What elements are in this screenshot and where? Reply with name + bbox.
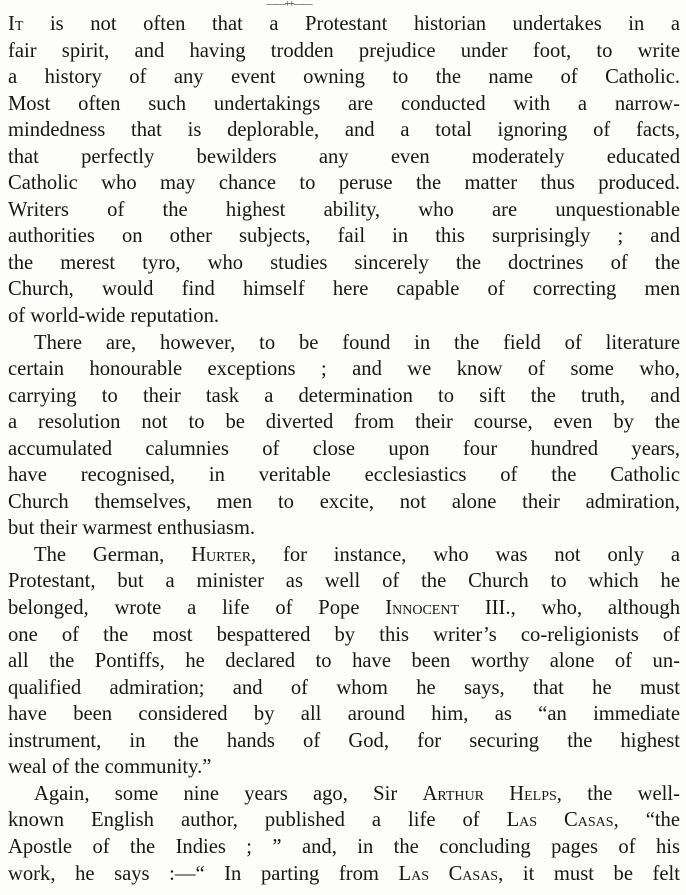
text-line: Protestant, but a minister as well of the Church to which he [8,570,680,593]
text-line: Church themselves, men to excite, not alone their admiration, [8,490,680,513]
text-line: qualified admiration; and of whom he says, that he must [8,676,680,699]
body-text [8,11,680,887]
text-line: authorities on other subjects, fail in this surprisingly ; and [8,225,680,248]
name-innocent: Innocent III. [385,597,511,620]
text-line: It is not often that a Protestant historian undertakes in a [8,13,680,35]
text-line: Catholic who may chance to peruse the matter thus produced. [8,172,680,195]
text-line: carrying to their task a determination to sift the truth, and [8,384,680,407]
text-line: that perfectly bewilders any even moderately educated [8,145,680,168]
text-line: The German, Hurter, for instance, who was not only a [34,543,680,566]
name-las-casas: Las Casas [506,809,614,832]
text-line: a resolution not to be diverted from their course, even by the [8,411,680,434]
text-line: work, he says :—“ In parting from Las Casas, it must be felt [8,862,680,885]
text-line: but their warmest enthusiasm. [8,517,256,540]
paragraph-2 [8,330,680,542]
text-line: certain honourable exceptions ; and we know of some who, [8,358,680,381]
text-line: one of the most bespattered by this writer’s co-religionists of [8,623,680,646]
text-line: Church, would find himself here capable of correcting men [8,278,680,301]
paragraph-3 [8,542,680,781]
text-line: fair spirit, and having trodden prejudice under foot, to write [8,39,680,62]
text-line: Again, some nine years ago, Sir Arthur Helps, the well- [34,782,680,805]
text-line: weal of the community.” [8,756,212,779]
text-line: Writers of the highest ability, who are unquestionable [8,198,680,221]
paragraph-1 [8,11,680,330]
text-line: the merest tyro, who studies sincerely the doctrines of the [8,251,680,274]
text-line: belonged, wrote a life of Pope Innocent III., who, although [8,597,680,620]
name-las-casas: Las Casas [398,862,499,885]
name-arthur-helps: Arthur Helps [422,782,557,805]
text-line: There are, however, to be found in the field of literature [34,331,680,354]
header-ornament: ——++—— [266,0,312,10]
text-line: of world-wide reputation. [8,305,220,328]
text-line: known English author, published a life of Las Casas, “the [8,809,680,832]
text-line: have recognised, in veritable ecclesiastics of the Catholic [8,464,680,487]
text-line: Most often such undertakings are conducted with a narrow- [8,92,680,115]
text-line: have been considered by all around him, as “an immediate [8,703,680,726]
text-line: instrument, in the hands of God, for securing the highest [8,729,680,752]
text-line: all the Pontiffs, he declared to have been worthy alone of un- [8,650,680,673]
text-line: Apostle of the Indies ; ” and, in the concluding pages of his [8,835,680,858]
drop-word: It [8,13,24,35]
name-hurter: Hurter [191,543,252,566]
paragraph-4 [8,781,680,887]
text-line: a history of any event owning to the name of Catholic. [8,66,680,89]
text-line: mindedness that is deplorable, and a total ignoring of facts, [8,119,680,142]
text-line: accumulated calumnies of close upon four hundred years, [8,437,680,460]
